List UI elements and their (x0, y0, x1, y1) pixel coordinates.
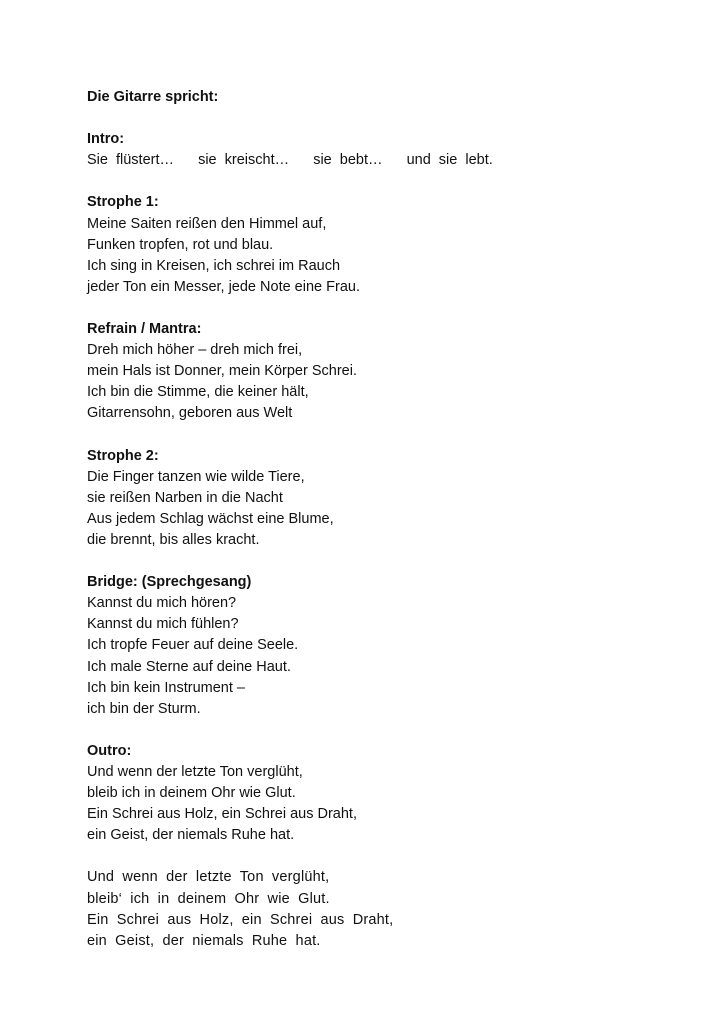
section-outro (87, 741, 687, 846)
lyric-line: ein Geist, der niemals Ruhe hat. (87, 827, 295, 844)
lyric-line: Sie flüstert… sie kreischt… sie bebt… und sie lebt. (87, 152, 493, 169)
lyric-line: jeder Ton ein Messer, jede Note eine Frau. (87, 278, 360, 295)
lyric-line: Und wenn der letzte Ton verglüht, (87, 764, 303, 780)
section-heading: Refrain / Mantra: (87, 321, 202, 338)
section-refrain (87, 319, 687, 424)
lyric-line: Ich tropfe Feuer auf deine Seele. (87, 637, 299, 654)
lyric-line: Gitarrensohn, geboren aus Welt (87, 405, 293, 422)
document-page (87, 87, 687, 973)
section-heading: Outro: (87, 742, 132, 759)
lyric-line: Meine Saiten reißen den Himmel auf, (87, 215, 327, 232)
section-heading: Bridge: (Sprechgesang) (87, 574, 252, 591)
lyric-line: sie reißen Narben in die Nacht (87, 489, 283, 506)
lyric-line: Und wenn der letzte Ton verglüht, (87, 869, 330, 886)
lyric-line: ein Geist, der niemals Ruhe hat. (87, 932, 321, 949)
lyric-line: bleib‘ ich in deinem Ohr wie Glut. (87, 890, 330, 907)
lyric-line: Ein Schrei aus Holz, ein Schrei aus Draht, (87, 911, 394, 928)
section-strophe-1 (87, 192, 687, 297)
lyric-line: die brennt, bis alles kracht. (87, 531, 260, 548)
lyric-line: Aus jedem Schlag wächst eine Blume, (87, 510, 334, 527)
lyric-line: Funken tropfen, rot und blau. (87, 236, 274, 253)
lyric-line: Ich bin kein Instrument – (87, 679, 245, 696)
section-strophe-2 (87, 446, 687, 551)
section-heading: Intro: (87, 131, 125, 148)
lyric-line: Kannst du mich hören? (87, 595, 237, 612)
lyric-line: Ich male Sterne auf deine Haut. (87, 658, 291, 675)
document-title: Die Gitarre spricht: (87, 89, 219, 105)
lyric-line: mein Hals ist Donner, mein Körper Schrei. (87, 363, 357, 380)
lyric-line: ich bin der Sturm. (87, 700, 201, 717)
lyric-line: bleib ich in deinem Ohr wie Glut. (87, 785, 296, 802)
section-intro (87, 129, 687, 171)
section-heading: Strophe 2: (87, 447, 159, 464)
lyric-line: Dreh mich höher – dreh mich frei, (87, 342, 303, 359)
lyric-line: Ich sing in Kreisen, ich schrei im Rauch (87, 257, 341, 274)
lyric-line: Ein Schrei aus Holz, ein Schrei aus Draht, (87, 806, 357, 823)
lyric-line: Ich bin die Stimme, die keiner hält, (87, 384, 309, 401)
lyric-line: Die Finger tanzen wie wilde Tiere, (87, 468, 305, 485)
section-heading: Strophe 1: (87, 194, 159, 211)
lyric-line: Kannst du mich fühlen? (87, 616, 239, 633)
section-outro-repeat (87, 867, 687, 951)
section-bridge (87, 572, 687, 720)
